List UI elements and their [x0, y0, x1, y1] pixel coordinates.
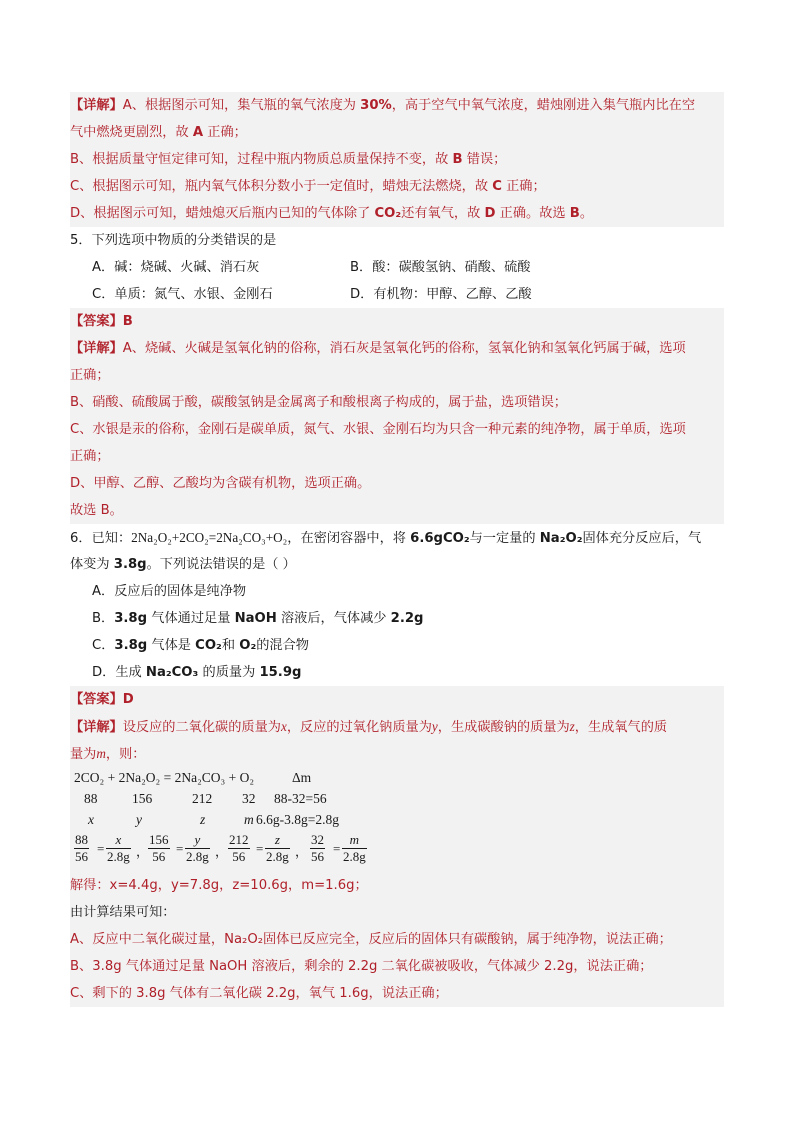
proportion-equations: $\frac{88}{56}$ = $\frac{x}{2.8g}$ ， $\frac{156}{56}$ = $\frac{y}{2.8g}$ ， $\frac{212}{56}$ = $\frac{z}{2.8g}$ ， $\frac{32}{56}$ = $\frac{m}{2.8g}$ [75, 832, 366, 864]
fraction: $\frac{88}{56}$ [75, 832, 88, 864]
detail-line: C、水银是汞的俗称，金刚石是碳单质，氮气、水银、金刚石均为只含一种元素的纯净物，属于单质，选项 [70, 422, 686, 437]
reaction-equation: 2Na₂O₂+2CO₂=2Na₂CO₃+O₂ [131, 530, 288, 545]
detail-block-prev [70, 92, 724, 227]
fraction: $\frac{156}{56}$ [149, 832, 169, 864]
option-b: B．酸：碳酸氢钠、硝酸、硫酸 [350, 260, 531, 275]
option-c: C．单质：氮气、水银、金刚石 [92, 287, 273, 302]
option-b: B．3.8g 气体通过足量 NaOH 溶液后，气体减少 2.2g [92, 611, 424, 626]
fraction: $\frac{212}{56}$ [229, 832, 249, 864]
detail-line: 【详解】A、烧碱、火碱是氢氧化钠的俗称，消石灰是氢氧化钙的俗称，氢氧化钠和氢氧化钙属于碱，选项 [70, 341, 686, 356]
stoichiometry-equation: 2CO₂ + 2Na₂O₂ = 2Na₂CO₃ + O₂ Δm [74, 770, 312, 785]
fraction: $\frac{x}{2.8g}$ [107, 832, 130, 864]
detail-line: D、甲醇、乙醇、乙酸均为含碳有机物，选项正确。 [70, 476, 371, 491]
fraction: $\frac{32}{56}$ [311, 832, 324, 864]
question-stem: 体变为 3.8g。下列说法错误的是（ ） [70, 557, 296, 572]
detail-line: 气中燃烧更剧烈，故 A 正确； [70, 125, 247, 140]
answer-block-5 [70, 308, 724, 524]
detail-line: A、反应中二氧化碳过量，Na₂O₂固体已反应完全，反应后的固体只有碳酸钠，属于纯净物，说法正确； [70, 932, 672, 947]
detail-line: 故选 B。 [70, 503, 123, 518]
question-stem: 5．下列选项中物质的分类错误的是 [70, 233, 277, 248]
fraction: $\frac{z}{2.8g}$ [266, 832, 289, 864]
option-a: A．反应后的固体是纯净物 [92, 584, 247, 599]
detail-line: B、3.8g 气体通过足量 NaOH 溶液后，剩余的 2.2g 二氧化碳被吸收，气体减少 2.2g，说法正确； [70, 959, 653, 974]
detail-line: 正确； [70, 449, 110, 464]
option-d: D．生成 Na₂CO₃ 的质量为 15.9g [92, 665, 302, 680]
detail-line: C、根据图示可知，瓶内氧气体积分数小于一定值时，蜡烛无法燃烧，故 C 正确； [70, 179, 546, 194]
question-6 [70, 524, 724, 686]
option-c: C．3.8g 气体是 CO₂和 O₂的混合物 [92, 638, 309, 653]
solve-line: 解得：x=4.4g，y=7.8g，z=10.6g，m=1.6g； [70, 878, 368, 893]
option-a: A．碱：烧碱、火碱、消石灰 [92, 260, 260, 275]
option-row [70, 254, 724, 281]
answer-block-6 [70, 686, 724, 1007]
option-row [70, 281, 724, 308]
answer-line: 【答案】D [70, 692, 134, 707]
document-page [70, 92, 724, 1007]
detail-line: C、剩下的 3.8g 气体有二氧化碳 2.2g，氧气 1.6g，说法正确； [70, 986, 448, 1001]
option-d: D．有机物：甲醇、乙醇、乙酸 [350, 287, 532, 302]
stoichiometry-masses: 88 156 212 32 88-32=56 [84, 791, 327, 806]
question-5 [70, 227, 724, 308]
detail-line: 【详解】设反应的二氧化碳的质量为x，反应的过氧化钠质量为y，生成碳酸钠的质量为z，生成氧气的质 [70, 719, 668, 735]
conclusion-line: 由计算结果可知： [70, 905, 176, 920]
detail-line: 正确； [70, 368, 110, 383]
answer-line: 【答案】B [70, 314, 133, 329]
detail-line: D、根据图示可知，蜡烛熄灭后瓶内已知的气体除了 CO₂还有氧气，故 D 正确。故选 B。 [70, 206, 594, 221]
stoichiometry-vars: x y z m 6.6g-3.8g=2.8g [88, 812, 339, 827]
detail-line: 【详解】A、根据图示可知，集气瓶的氧气浓度为 30%，高于空气中氧气浓度，蜡烛刚进入集气瓶内比在空 [70, 98, 696, 113]
fraction: $\frac{m}{2.8g}$ [343, 832, 366, 864]
fraction: $\frac{y}{2.8g}$ [186, 832, 209, 864]
detail-line: B、硝酸、硫酸属于酸，碳酸氢钠是金属离子和酸根离子构成的，属于盐，选项错误； [70, 395, 567, 410]
detail-line: 量为m，则： [70, 746, 146, 762]
question-stem: 6．已知：2Na₂O₂+2CO₂=2Na₂CO₃+O₂，在密闭容器中，将 6.6gCO₂与一定量的 Na₂O₂固体充分反应后，气 [70, 530, 702, 546]
detail-line: B、根据质量守恒定律可知，过程中瓶内物质总质量保持不变，故 B 错误； [70, 152, 507, 167]
